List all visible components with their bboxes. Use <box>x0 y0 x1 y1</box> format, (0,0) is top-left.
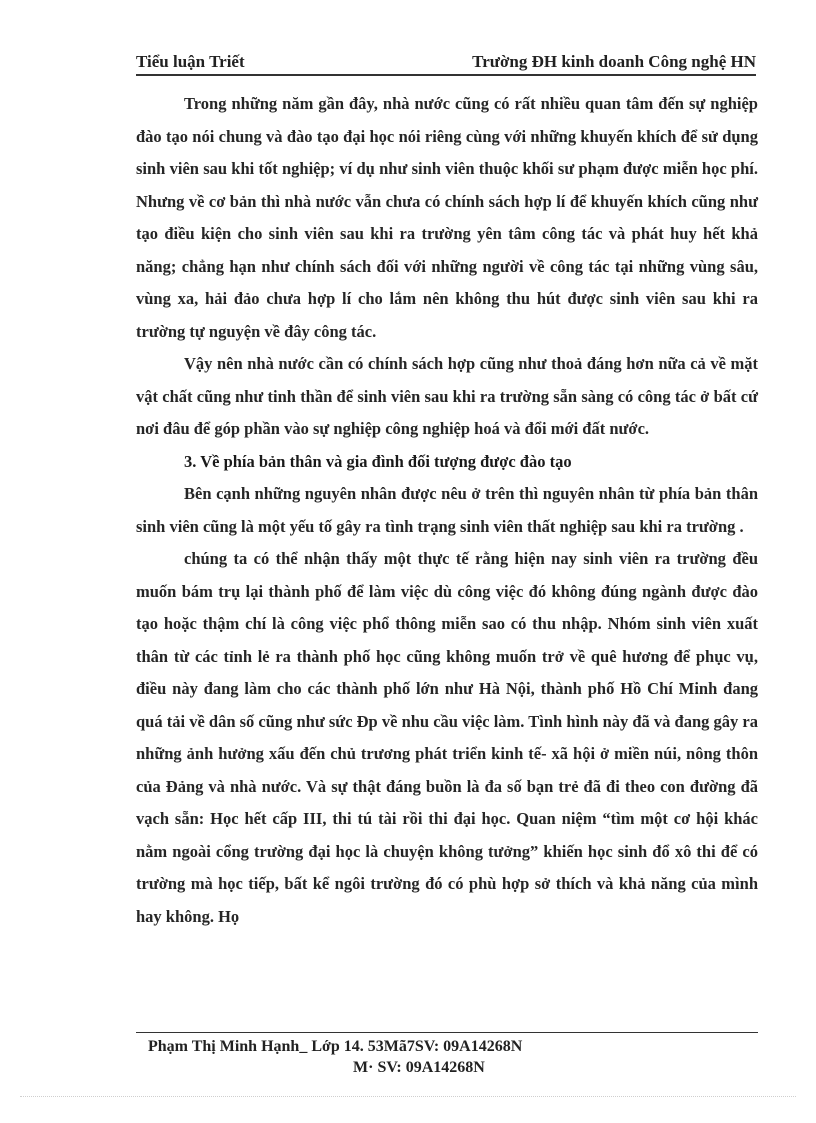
page-edge-divider <box>20 1096 796 1097</box>
page-header <box>136 46 756 76</box>
footer-student-line: Phạm Thị Minh Hạnh_ Lớp 14. 53Mã7SV: 09A14268N <box>148 1038 523 1055</box>
paragraph-3: Bên cạnh những nguyên nhân được nêu ở trên thì nguyên nhân từ phía bản thân sinh viên cũng là một yếu tố gây ra tình trạng sinh viên thất nghiệp sau khi ra trường . <box>136 484 758 536</box>
section-heading-3: 3. Về phía bản thân và gia đình đối tượng được đào tạo <box>184 451 572 471</box>
paragraph-1: Trong những năm gần đây, nhà nước cũng có rất nhiều quan tâm đến sự nghiệp đào tạo nói chung và đào tạo đại học nói riêng cùng với những khuyến khích để sử dụng sinh viên sau khi tốt nghiệp; ví dụ như sinh viên thuộc khối sư phạm được miễn học phí. Nhưng về cơ bản thì nhà nước vẫn chưa có chính sách hợp lí để khuyến khích cũng như tạo điều kiện cho sinh viên sau khi ra trường yên tâm công tác và phát huy hết khả năng; chẳng hạn như chính sách đối với những người về công tác tại những vùng sâu, vùng xa, hải đảo chưa hợp lí cho lắm nên không thu hút được sinh viên sau khi ra trường tự nguyện về đây công tác. <box>136 94 758 341</box>
body-text <box>136 88 758 933</box>
footer-id-line: M· SV: 09A14268N <box>353 1059 485 1076</box>
footer-rule <box>136 1032 758 1033</box>
paragraph-4: chúng ta có thể nhận thấy một thực tế rằng hiện nay sinh viên ra trường đều muốn bám trụ lại thành phố để làm việc dù công việc đó không đúng ngành được đào tạo hoặc thậm chí là công việc phổ thông miễn sao có thu nhập. Nhóm sinh viên xuất thân từ các tỉnh lẻ ra thành phố học cũng không muốn trở về quê hương để phục vụ, điều này đang làm cho các thành phố lớn như Hà Nội, thành phố Hồ Chí Minh đang quá tải về dân số cũng như sức Ðp về nhu cầu việc làm. Tình hình này đã và đang gây ra những ảnh hưởng xấu đến chủ trương phát triển kinh tế- xã hội ở miền núi, nông thôn của Đảng và nhà nước. Và sự thật đáng buồn là đa số bạn trẻ đã đi theo con đường đã vạch sẵn: Học hết cấp III, thi tú tài rồi thi đại học. Quan niệm “tìm một cơ hội khác nằm ngoài cổng trường đại học là chuyện không tưởng” khiến học sinh đổ xô thi để có trường mà học tiếp, bất kể ngôi trường đó có phù hợp sở thích và khả năng của mình hay không. Họ <box>136 549 758 926</box>
header-school: Trường ĐH kinh doanh Công nghệ HN <box>472 52 756 71</box>
page-footer <box>148 1036 708 1078</box>
paragraph-2: Vậy nên nhà nước cần có chính sách hợp cũng như thoả đáng hơn nữa cả về mặt vật chất cũng như tinh thần để sinh viên sau khi ra trường sẵn sàng có công tác ở bất cứ nơi đâu để góp phần vào sự nghiệp công nghiệp hoá và đổi mới đất nước. <box>136 354 758 438</box>
header-author: Tiểu luận Triết <box>136 52 245 71</box>
